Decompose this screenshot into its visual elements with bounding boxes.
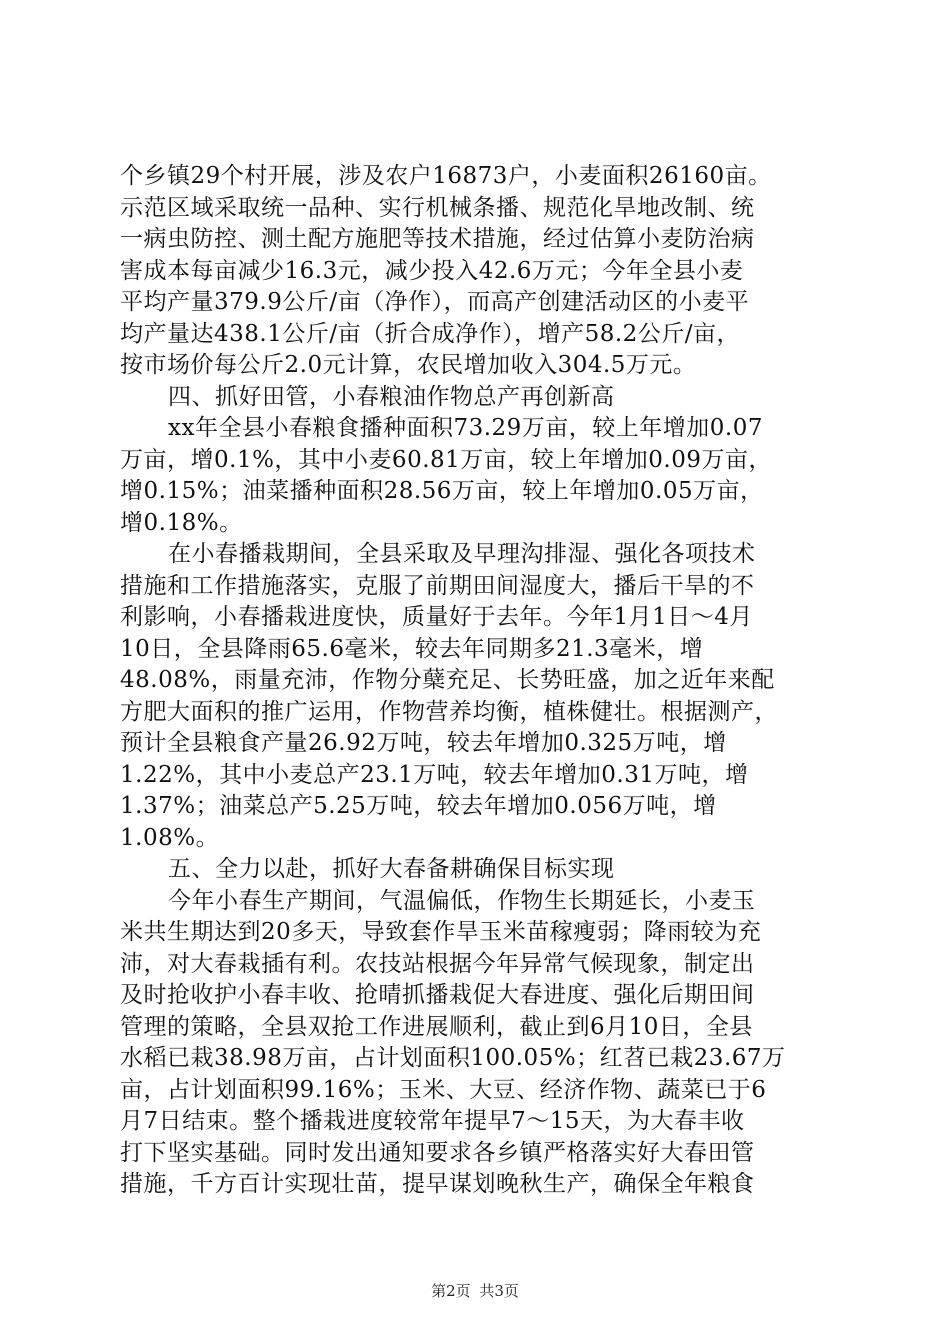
text-line: 五、全力以赴，抓好大春备耕确保目标实现	[168, 856, 615, 882]
text-line: 措施，千方百计实现壮苗，提早谋划晚秋生产，确保全年粮食	[120, 1171, 755, 1197]
text-line: 1.08%。	[120, 824, 220, 851]
page-number: 第2页	[431, 1282, 471, 1300]
text-line: 增0.18%。	[120, 509, 243, 536]
text-line: 沛，对大春栽插有利。农技站根据今年异常气候现象，制定出	[120, 950, 755, 977]
text-line: 方肥大面积的推广运用，作物营养均衡，植株健壮。根据测产，	[120, 698, 778, 725]
text-line: 均产量达438.1公斤/亩（折合成净作），增产58.2公斤/亩，	[120, 320, 741, 347]
text-line: 平均产量379.9公斤/亩（净作），而高产创建活动区的小麦平	[120, 289, 750, 315]
text-line: 10日，全县降雨65.6毫米，较去年同期多21.3毫米，增	[120, 635, 704, 662]
text-line: 个乡镇29个村开展，涉及农户16873户，小麦面积26160亩。	[120, 163, 772, 189]
text-line: 按市场价每公斤2.0元计算，农民增加收入304.5万元。	[120, 352, 697, 378]
text-line: 及时抢收护小春丰收、抢晴抓播栽促大春进度、强化后期田间	[120, 982, 755, 1008]
text-line: 水稻已栽38.98万亩，占计划面积100.05%；红苕已栽23.67万	[120, 1045, 786, 1071]
text-line: 示范区域采取统一品种、实行机械条播、规范化旱地改制、统	[120, 194, 755, 221]
text-line: 管理的策略，全县双抢工作进展顺利，截止到6月10日，全县	[120, 1013, 753, 1040]
text-line: 一病虫防控、测土配方施肥等技术措施，经过估算小麦防治病	[120, 226, 755, 252]
text-line: 米共生期达到20多天，导致套作旱玉米苗稼瘦弱；降雨较为充	[120, 919, 762, 945]
text-line: 亩，占计划面积99.16%；玉米、大豆、经济作物、蔬菜已于6	[120, 1076, 767, 1103]
text-line: 1.37%；油菜总产5.25万吨，较去年增加0.056万吨，增	[120, 793, 717, 819]
text-line: 打下坚实基础。同时发出通知要求各乡镇严格落实好大春田管	[120, 1139, 755, 1166]
text-line: 今年小春生产期间，气温偏低，作物生长期延长，小麦玉	[168, 887, 756, 914]
text-line: 万亩，增0.1%，其中小麦60.81万亩，较上年增加0.09万亩，	[120, 446, 772, 473]
text-line: 预计全县粮食产量26.92万吨，较去年增加0.325万吨，增	[120, 730, 727, 756]
page-footer	[0, 1280, 950, 1301]
text-line: 月7日结束。整个播栽进度较常年提早7～15天，为大春丰收	[120, 1108, 745, 1134]
text-line: 增0.15%；油菜播种面积28.56万亩，较上年增加0.05万亩，	[120, 478, 764, 504]
text-line: 48.08%，雨量充沛，作物分蘖充足、长势旺盛，加之近年来配	[120, 667, 775, 693]
text-line: xx年全县小春粮食播种面积73.29万亩，较上年增加0.07	[168, 415, 763, 441]
text-line: 措施和工作措施落实，克服了前期田间湿度大，播后干旱的不	[120, 572, 755, 599]
text-line: 1.22%，其中小麦总产23.1万吨，较去年增加0.31万吨，增	[120, 761, 749, 788]
text-line: 在小春播栽期间，全县采取及早理沟排湿、强化各项技术	[168, 541, 756, 567]
document-body	[120, 161, 832, 1201]
text-line: 害成本每亩减少16.3元，减少投入42.6万元；今年全县小麦	[120, 257, 744, 284]
text-line: 四、抓好田管，小春粮油作物总产再创新高	[168, 383, 615, 410]
text-line: 利影响，小春播栽进度快，质量好于去年。今年1月1日～4月	[120, 604, 753, 630]
page-total: 共3页	[479, 1282, 519, 1300]
